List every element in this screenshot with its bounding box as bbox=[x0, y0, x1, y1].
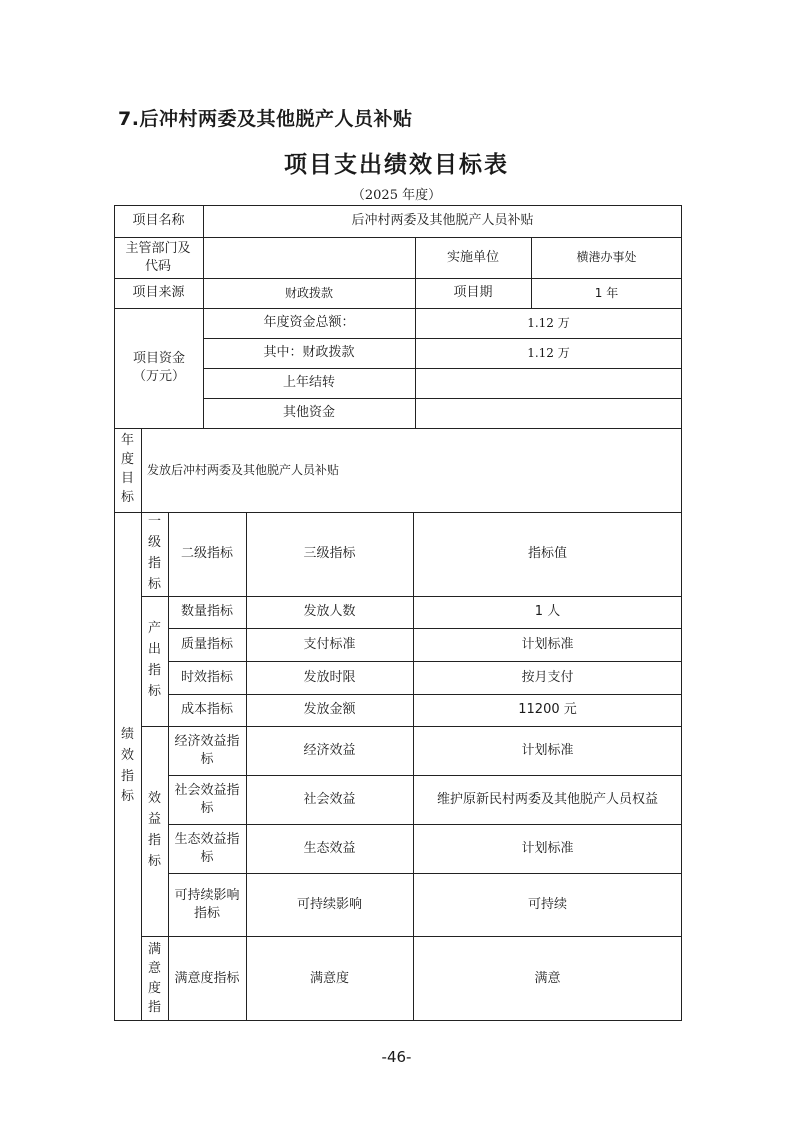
output-row-level2: 成本指标 bbox=[180, 702, 233, 718]
benefit-row-value: 计划标准 bbox=[521, 742, 574, 758]
period-label: 项目期 bbox=[453, 285, 493, 301]
benefit-row-level3: 经济效益 bbox=[303, 742, 356, 758]
output-row-value: 11200 元 bbox=[518, 702, 577, 718]
funds-carryover-label: 上年结转 bbox=[282, 375, 335, 391]
benefit-row-value: 可持续 bbox=[527, 896, 567, 912]
benefit-row-level2: 生态效益指标 bbox=[174, 831, 240, 865]
source-label: 项目来源 bbox=[132, 285, 185, 301]
header-level2: 二级指标 bbox=[180, 546, 233, 562]
benefit-row-level2: 经济效益指标 bbox=[174, 733, 240, 767]
year-label: （2025 年度） bbox=[351, 188, 442, 203]
benefit-row-level2: 可持续影响指标 bbox=[174, 887, 240, 921]
impl-value: 横港办事处 bbox=[576, 250, 637, 265]
annual-target-text: 发放后冲村两委及其他脱产人员补贴 bbox=[147, 462, 340, 477]
benefit-row-level3: 社会效益 bbox=[303, 791, 356, 807]
output-row-level2: 时效指标 bbox=[180, 669, 233, 685]
output-row-level3: 支付标准 bbox=[303, 636, 356, 652]
benefit-group-label: 效益指标 bbox=[147, 791, 161, 869]
satisfaction-row-level3: 满意度 bbox=[309, 970, 349, 986]
output-row-value: 1 人 bbox=[534, 604, 561, 620]
indicators-label: 绩效指标 bbox=[120, 726, 134, 805]
funds-total-label: 年度资金总额： bbox=[263, 315, 355, 331]
funds-fiscal-value: 1.12 万 bbox=[527, 345, 570, 360]
funds-other-value bbox=[415, 398, 682, 428]
output-row-level3: 发放金额 bbox=[303, 702, 356, 718]
benefit-row-level3: 生态效益 bbox=[303, 840, 356, 856]
dept-label: 主管部门及代码 bbox=[125, 240, 191, 274]
period-value: 1 年 bbox=[594, 285, 619, 300]
funds-other-label: 其他资金 bbox=[282, 405, 335, 421]
satisfaction-row-value: 满意 bbox=[534, 970, 561, 986]
funds-total-value: 1.12 万 bbox=[527, 315, 570, 330]
page-number: -46- bbox=[381, 1048, 412, 1066]
benefit-row-level2: 社会效益指标 bbox=[174, 782, 240, 816]
header-level3: 三级指标 bbox=[303, 546, 356, 562]
output-group-label: 产出指标 bbox=[147, 621, 161, 699]
header-level1: 一级指标 bbox=[147, 514, 161, 592]
satisfaction-group-label: 满意度指 bbox=[147, 941, 161, 1015]
output-row-value: 按月支付 bbox=[521, 669, 574, 685]
output-row-level3: 发放时限 bbox=[303, 669, 356, 685]
benefit-row-value: 计划标准 bbox=[521, 840, 574, 856]
funds-carryover-value bbox=[415, 368, 682, 398]
header-value: 指标值 bbox=[527, 546, 567, 562]
benefit-row-level3: 可持续影响 bbox=[296, 896, 362, 912]
section-heading: 7.后冲村两委及其他脱产人员补贴 bbox=[118, 108, 413, 130]
table-title: 项目支出绩效目标表 bbox=[284, 152, 509, 178]
funds-label: 项目资金（万元） bbox=[132, 351, 185, 384]
output-row-level2: 数量指标 bbox=[180, 604, 233, 620]
project-name-label: 项目名称 bbox=[132, 213, 185, 229]
source-value: 财政拨款 bbox=[284, 285, 333, 300]
impl-label: 实施单位 bbox=[446, 249, 499, 265]
dept-value bbox=[203, 237, 415, 278]
output-row-value: 计划标准 bbox=[521, 636, 574, 652]
benefit-row-value: 维护原新民村两委及其他脱产人员权益 bbox=[436, 791, 658, 807]
output-row-level2: 质量指标 bbox=[180, 636, 233, 652]
project-name-value: 后冲村两委及其他脱产人员补贴 bbox=[351, 213, 534, 229]
satisfaction-row-level2: 满意度指标 bbox=[174, 970, 240, 986]
output-row-level3: 发放人数 bbox=[303, 604, 356, 620]
funds-fiscal-label: 其中：财政拨款 bbox=[263, 345, 355, 361]
annual-target-label: 年度目标 bbox=[120, 433, 134, 505]
